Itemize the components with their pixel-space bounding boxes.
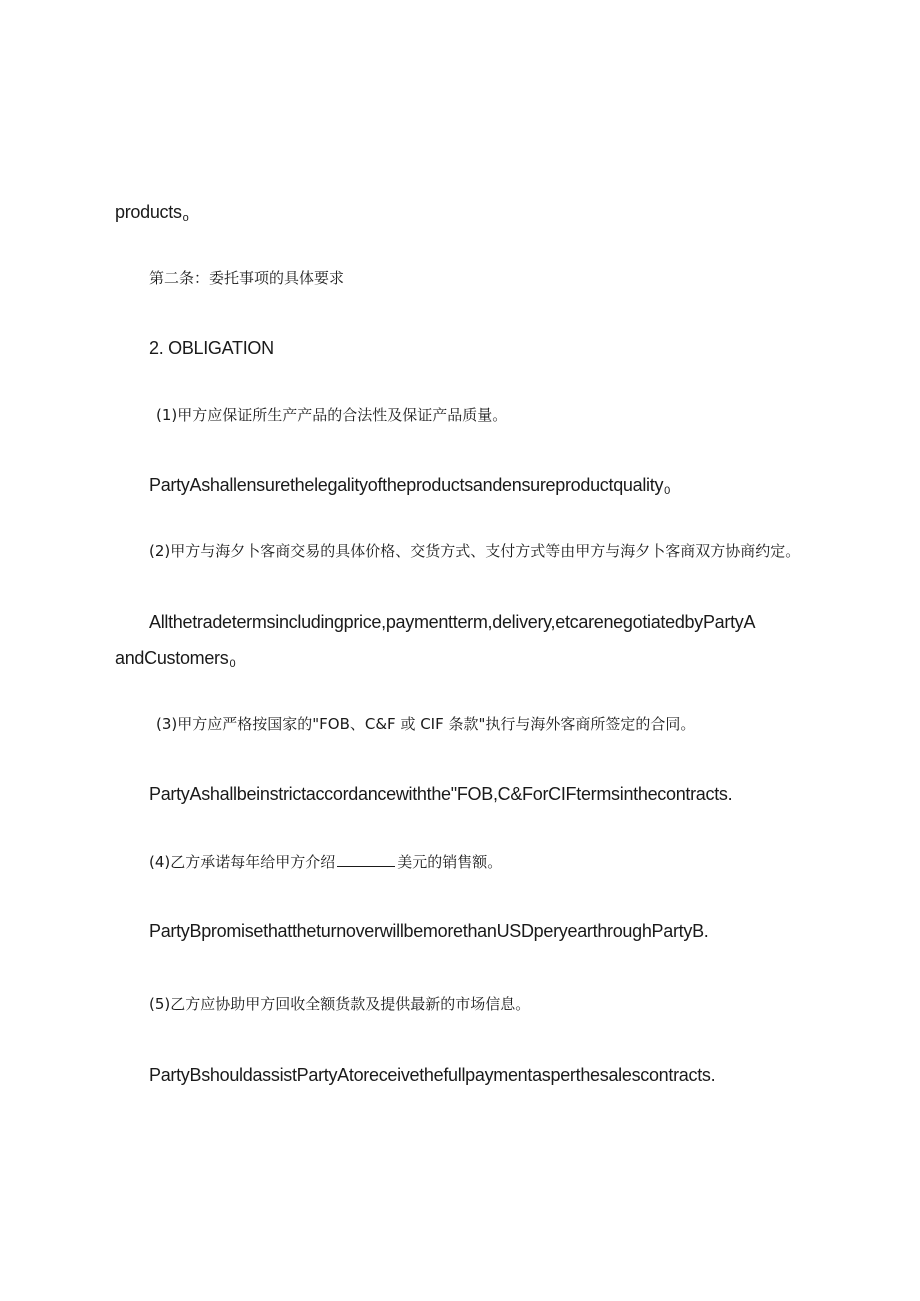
clause-2-english-line2 xyxy=(115,649,235,670)
paragraph-products-end xyxy=(115,203,188,224)
clause-4-chinese-after: 美元的销售额。 xyxy=(397,853,503,871)
text-suffix: 0 xyxy=(229,658,236,670)
clause-3-english: PartyAshallbeinstrictaccordancewiththe"FOB,C&ForCIFtermsinthecontracts. xyxy=(149,784,733,804)
clause-1-english-text: PartyAshallensurethelegalityoftheproductsandensureproductquality xyxy=(149,475,664,495)
text-suffix: 0 xyxy=(664,485,670,497)
clause-5-english: PartyBshouldassistPartyAtoreceivethefullpaymentasperthesalescontracts. xyxy=(149,1065,716,1085)
clause-5-chinese: (5)乙方应协助甲方回收全额货款及提供最新的市场信息。 xyxy=(149,995,531,1013)
clause-4-english: PartyBpromisethattheturnoverwillbemorethanUSDperyearthroughPartyB. xyxy=(149,921,709,941)
text-products: products xyxy=(115,202,182,222)
fill-in-blank xyxy=(337,853,395,867)
clause-1-english xyxy=(149,476,670,497)
clause-3-chinese: (3)甲方应严格按国家的"FOB、C&F 或 CIF 条款"执行与海外客商所签定的合同。 xyxy=(156,715,696,733)
article-two-heading: 第二条：委托事项的具体要求 xyxy=(149,269,345,287)
clause-2-chinese: (2)甲方与海夕卜客商交易的具体价格、交货方式、支付方式等由甲方与海夕卜客商双方协商约定。 xyxy=(149,542,801,560)
clause-2-english-line1: Allthetradetermsincludingprice,paymentterm,delivery,etcarenegotiatedbyPartyA xyxy=(149,612,756,632)
clause-4-chinese xyxy=(149,853,502,870)
clause-2-english-text: andCustomers xyxy=(115,648,229,668)
clause-4-chinese-before: (4)乙方承诺每年给甲方介绍 xyxy=(149,853,336,871)
clause-1-chinese: (1)甲方应保证所生产产品的合法性及保证产品质量。 xyxy=(156,406,508,424)
text-suffix: o xyxy=(182,212,189,224)
section-obligation-heading: 2. OBLIGATION xyxy=(149,338,274,358)
